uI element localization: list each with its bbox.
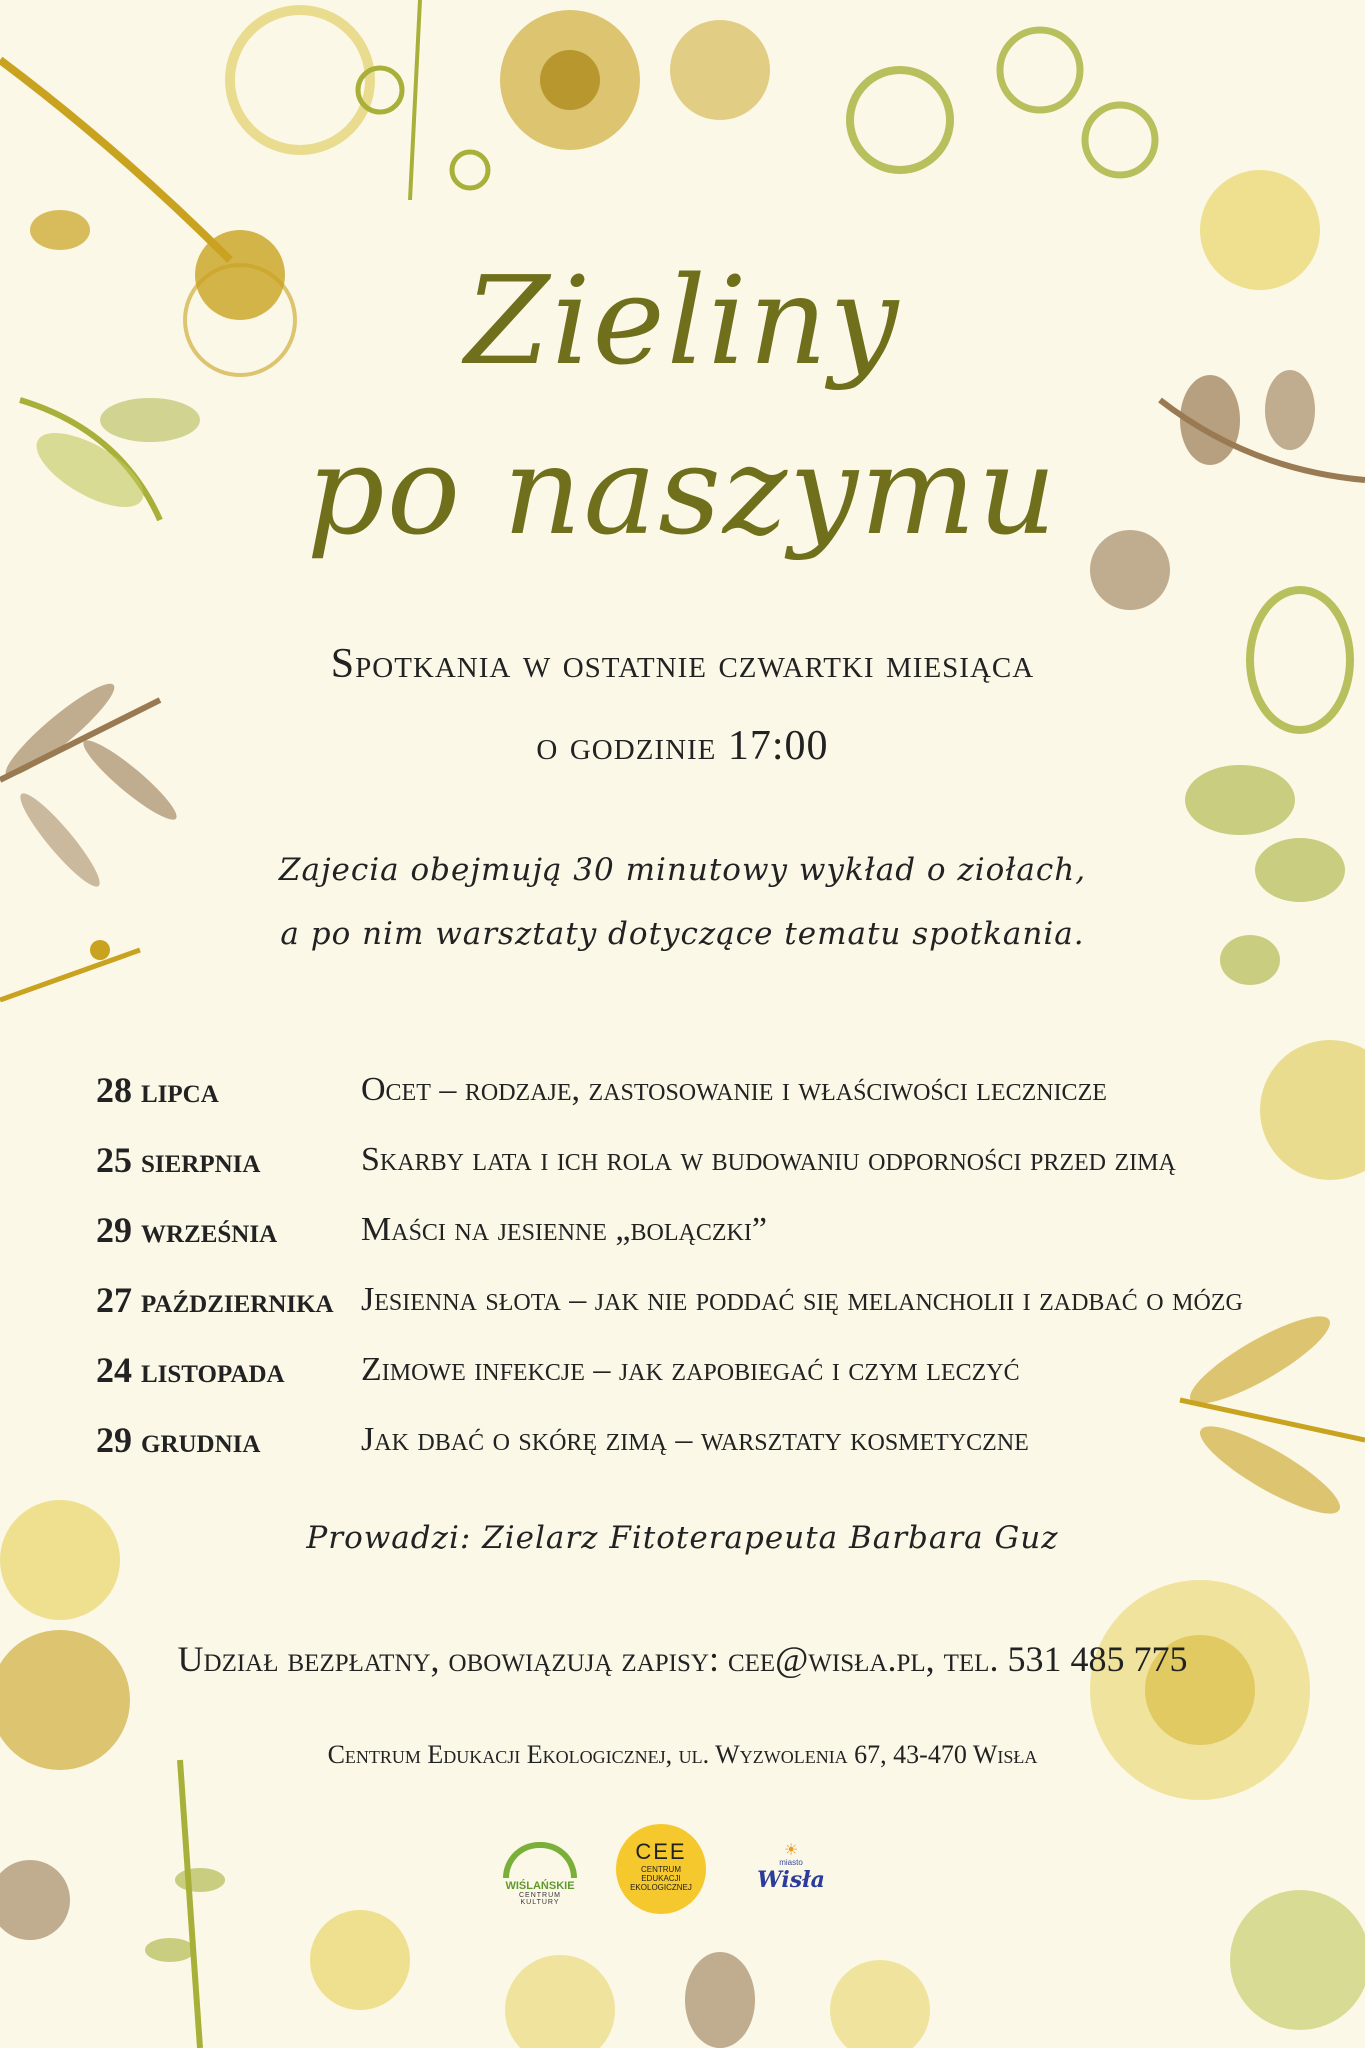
- cee-logo: CEE CENTRUM EDUKACJI EKOLOGICZNEJ: [616, 1824, 706, 1914]
- schedule-row: [96, 1335, 1306, 1405]
- wislanskie-centrum-kultury-logo: WIŚLAŃSKIE CENTRUM KULTURY: [500, 1842, 580, 1906]
- schedule-topic: Jesienna słota – jak nie poddać się melancholii i zadbać o mózg: [361, 1281, 1243, 1318]
- schedule-row: [96, 1405, 1306, 1475]
- schedule-date: 28 lipca: [96, 1070, 219, 1110]
- schedule-topic: Ocet – rodzaje, zastosowanie i właściwości lecznicze: [361, 1071, 1107, 1108]
- schedule-row: [96, 1125, 1306, 1195]
- schedule-row: [96, 1195, 1306, 1265]
- schedule-list: [96, 1055, 1306, 1475]
- schedule-date: 29 września: [96, 1210, 278, 1250]
- subtitle-line-2: o godzinie 17:00: [536, 723, 829, 769]
- host-line: Prowadzi: Zielarz Fitoterapeuta Barbara Guz: [306, 1520, 1059, 1556]
- schedule-date: 27 października: [96, 1280, 334, 1320]
- title-line-1: Zieliny: [464, 250, 901, 392]
- schedule-topic: Zimowe infekcje – jak zapobiegać i czym leczyć: [361, 1351, 1020, 1388]
- description-line-2: a po nim warsztaty dotyczące tematu spotkania.: [280, 916, 1085, 952]
- registration-line: Udział bezpłatny, obowiązują zapisy: cee@wisła.pl, tel. 531 485 775: [177, 1639, 1188, 1679]
- description-line-1: Zajecia obejmują 30 minutowy wykład o ziołach,: [278, 852, 1087, 888]
- sun-icon: ☀: [783, 1842, 799, 1859]
- schedule-topic: Skarby lata i ich rola w budowaniu odporności przed zimą: [361, 1141, 1176, 1178]
- sponsor-logos: [0, 1824, 1365, 1934]
- address-line: Centrum Edukacji Ekologicznej, ul. Wyzwolenia 67, 43-470 Wisła: [327, 1740, 1038, 1769]
- arch-icon: [503, 1842, 577, 1878]
- schedule-row: [96, 1265, 1306, 1335]
- schedule-date: 24 listopada: [96, 1350, 285, 1390]
- schedule-date: 29 grudnia: [96, 1420, 261, 1460]
- schedule-row: [96, 1055, 1306, 1125]
- schedule-topic: Jak dbać o skórę zimą – warsztaty kosmetyczne: [361, 1421, 1029, 1458]
- schedule-topic: Maści na jesienne „bolączki”: [361, 1211, 767, 1248]
- subtitle-line-1: Spotkania w ostatnie czwartki miesiąca: [330, 641, 1035, 687]
- miasto-wisla-logo: ☀ miasto Wisła: [746, 1844, 836, 1893]
- schedule-date: 25 sierpnia: [96, 1140, 261, 1180]
- title-line-2: po naszymu: [306, 420, 1059, 562]
